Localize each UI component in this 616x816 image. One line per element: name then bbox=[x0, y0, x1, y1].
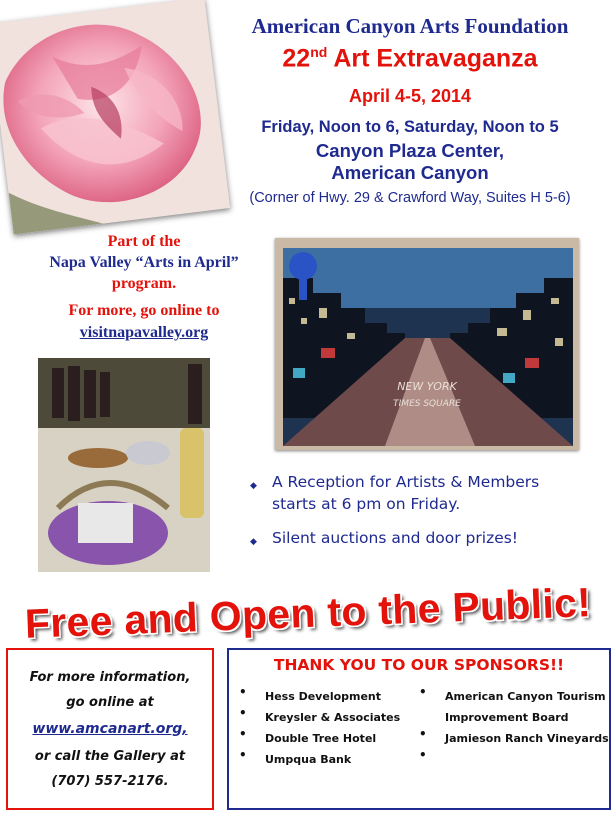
times-square-painting-photo bbox=[275, 238, 579, 450]
painting-label-times-square: TIMES SQUARE bbox=[393, 399, 461, 409]
amcanart-link[interactable]: www.amcanart.org, bbox=[32, 721, 188, 737]
sponsors-title: THANK YOU TO OUR SPONSORS!! bbox=[273, 656, 565, 674]
wine-basket-photo bbox=[38, 358, 210, 572]
bullet-dot-icon: • bbox=[239, 727, 247, 741]
bullet-dot-icon: • bbox=[239, 748, 247, 762]
flower-painting-image bbox=[0, 0, 230, 234]
bullet-reception-line-2: starts at 6 pm on Friday. bbox=[272, 495, 461, 513]
bullet-dot-icon: • bbox=[419, 727, 427, 741]
arts-april-line-1: Part of the bbox=[107, 233, 181, 250]
sponsor-item: • Kreysler & Associates bbox=[239, 706, 401, 724]
bullet-dot-icon: • bbox=[419, 748, 427, 762]
blue-ribbon-icon bbox=[289, 252, 317, 280]
visitnapavalley-link[interactable]: visitnapavalley.org bbox=[79, 324, 209, 341]
arts-april-line-2: Napa Valley “Arts in April” bbox=[49, 254, 239, 271]
bullet-dot-icon: • bbox=[239, 685, 247, 699]
arts-april-line-4: For more, go online to bbox=[68, 302, 220, 319]
diamond-bullet-icon: ◆ bbox=[250, 537, 257, 547]
info-line-2: go online at bbox=[66, 695, 154, 710]
sponsors-box bbox=[227, 648, 611, 810]
diamond-bullet-icon: ◆ bbox=[250, 481, 257, 491]
venue-city: American Canyon bbox=[331, 162, 489, 183]
free-open-headline: Free and Open to the Public! bbox=[24, 579, 592, 647]
info-line-4: or call the Gallery at bbox=[34, 749, 186, 764]
info-box bbox=[6, 648, 214, 810]
painting-label-new-york: NEW YORK bbox=[397, 380, 457, 393]
sponsor-item: • Jamieson Ranch Vineyards bbox=[419, 727, 609, 745]
info-line-1: For more information, bbox=[29, 670, 191, 685]
bullet-reception-line-1: A Reception for Artists & Members bbox=[272, 473, 540, 491]
bullet-reception bbox=[250, 471, 595, 515]
gallery-phone: (707) 557-2176. bbox=[51, 774, 169, 789]
bullet-dot-icon: • bbox=[419, 685, 427, 699]
sponsor-item: • Umpqua Bank bbox=[239, 748, 352, 766]
sponsor-item: • Double Tree Hotel bbox=[239, 727, 377, 745]
venue-name: Canyon Plaza Center, bbox=[315, 140, 505, 161]
organization-name: American Canyon Arts Foundation bbox=[251, 14, 569, 38]
sponsor-item: • Hess Development bbox=[239, 685, 382, 703]
bullet-auctions bbox=[250, 527, 595, 549]
arts-april-line-3: program. bbox=[111, 275, 177, 292]
event-hours: Friday, Noon to 6, Saturday, Noon to 5 bbox=[261, 118, 559, 136]
bullet-auctions-text: Silent auctions and door prizes! bbox=[272, 529, 519, 547]
bullet-dot-icon: • bbox=[239, 706, 247, 720]
location-note: (Corner of Hwy. 29 & Crawford Way, Suites H 5-6) bbox=[249, 190, 571, 206]
sponsor-item-continued: Improvement Board bbox=[445, 711, 569, 724]
event-dates: April 4-5, 2014 bbox=[348, 86, 472, 106]
sponsor-item: • American Canyon Tourism bbox=[419, 685, 606, 703]
event-title: 22nd Art Extravaganza bbox=[282, 44, 538, 73]
